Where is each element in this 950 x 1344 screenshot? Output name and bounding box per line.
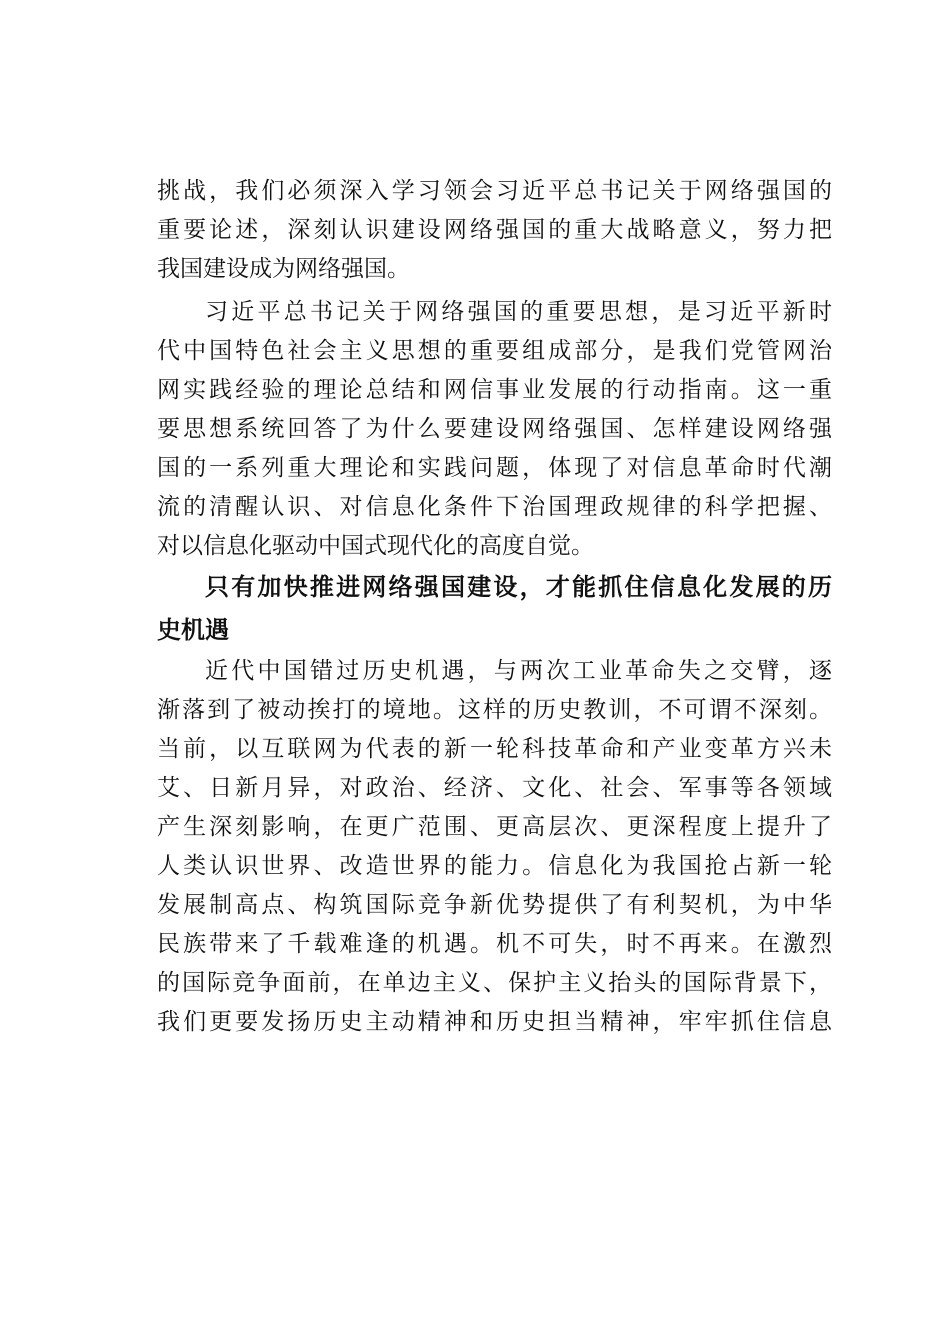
body-paragraph <box>157 293 832 566</box>
text-line: 重要论述，深刻认识建设网络强国的重大战略意义，努力把 <box>157 217 832 243</box>
text-line: 产生深刻影响，在更广范围、更高层次、更深程度上提升了 <box>157 814 832 840</box>
text-line: 对以信息化驱动中国式现代化的高度自觉。 <box>157 533 594 559</box>
text-line: 要思想系统回答了为什么要建设网络强国、怎样建设网络强 <box>157 416 832 442</box>
section-heading <box>157 566 832 652</box>
text-line: 近代中国错过历史机遇，与两次工业革命失之交臂，逐 <box>205 658 832 684</box>
body-paragraph <box>157 172 832 289</box>
text-line: 的国际竞争面前，在单边主义、保护主义抬头的国际背景下， <box>157 970 832 996</box>
text-line: 渐落到了被动挨打的境地。这样的历史教训，不可谓不深刻。 <box>157 697 832 723</box>
text-line: 挑战，我们必须深入学习领会习近平总书记关于网络强国的 <box>157 178 832 204</box>
text-line: 发展制高点、构筑国际竞争新优势提供了有利契机，为中华 <box>157 892 832 918</box>
body-paragraph <box>157 652 832 1042</box>
text-line: 人类认识世界、改造世界的能力。信息化为我国抢占新一轮 <box>157 853 832 879</box>
text-line: 民族带来了千载难逢的机遇。机不可失，时不再来。在激烈 <box>157 931 832 957</box>
text-line: 艾、日新月异，对政治、经济、文化、社会、军事等各领域 <box>157 775 832 801</box>
text-line: 只有加快推进网络强国建设，才能抓住信息化发展的历 <box>205 573 832 601</box>
text-line: 习近平总书记关于网络强国的重要思想，是习近平新时 <box>205 299 832 325</box>
text-line: 当前，以互联网为代表的新一轮科技革命和产业变革方兴未 <box>157 736 832 762</box>
text-line: 流的清醒认识、对信息化条件下治国理政规律的科学把握、 <box>157 494 832 520</box>
text-line: 网实践经验的理论总结和网信事业发展的行动指南。这一重 <box>157 377 832 403</box>
text-line: 我们更要发扬历史主动精神和历史担当精神，牢牢抓住信息 <box>157 1009 832 1035</box>
text-line: 史机遇 <box>157 616 229 644</box>
text-line: 代中国特色社会主义思想的重要组成部分，是我们党管网治 <box>157 338 832 364</box>
document-page <box>157 172 832 1042</box>
text-line: 国的一系列重大理论和实践问题，体现了对信息革命时代潮 <box>157 455 832 481</box>
text-line: 我国建设成为网络强国。 <box>157 256 410 282</box>
